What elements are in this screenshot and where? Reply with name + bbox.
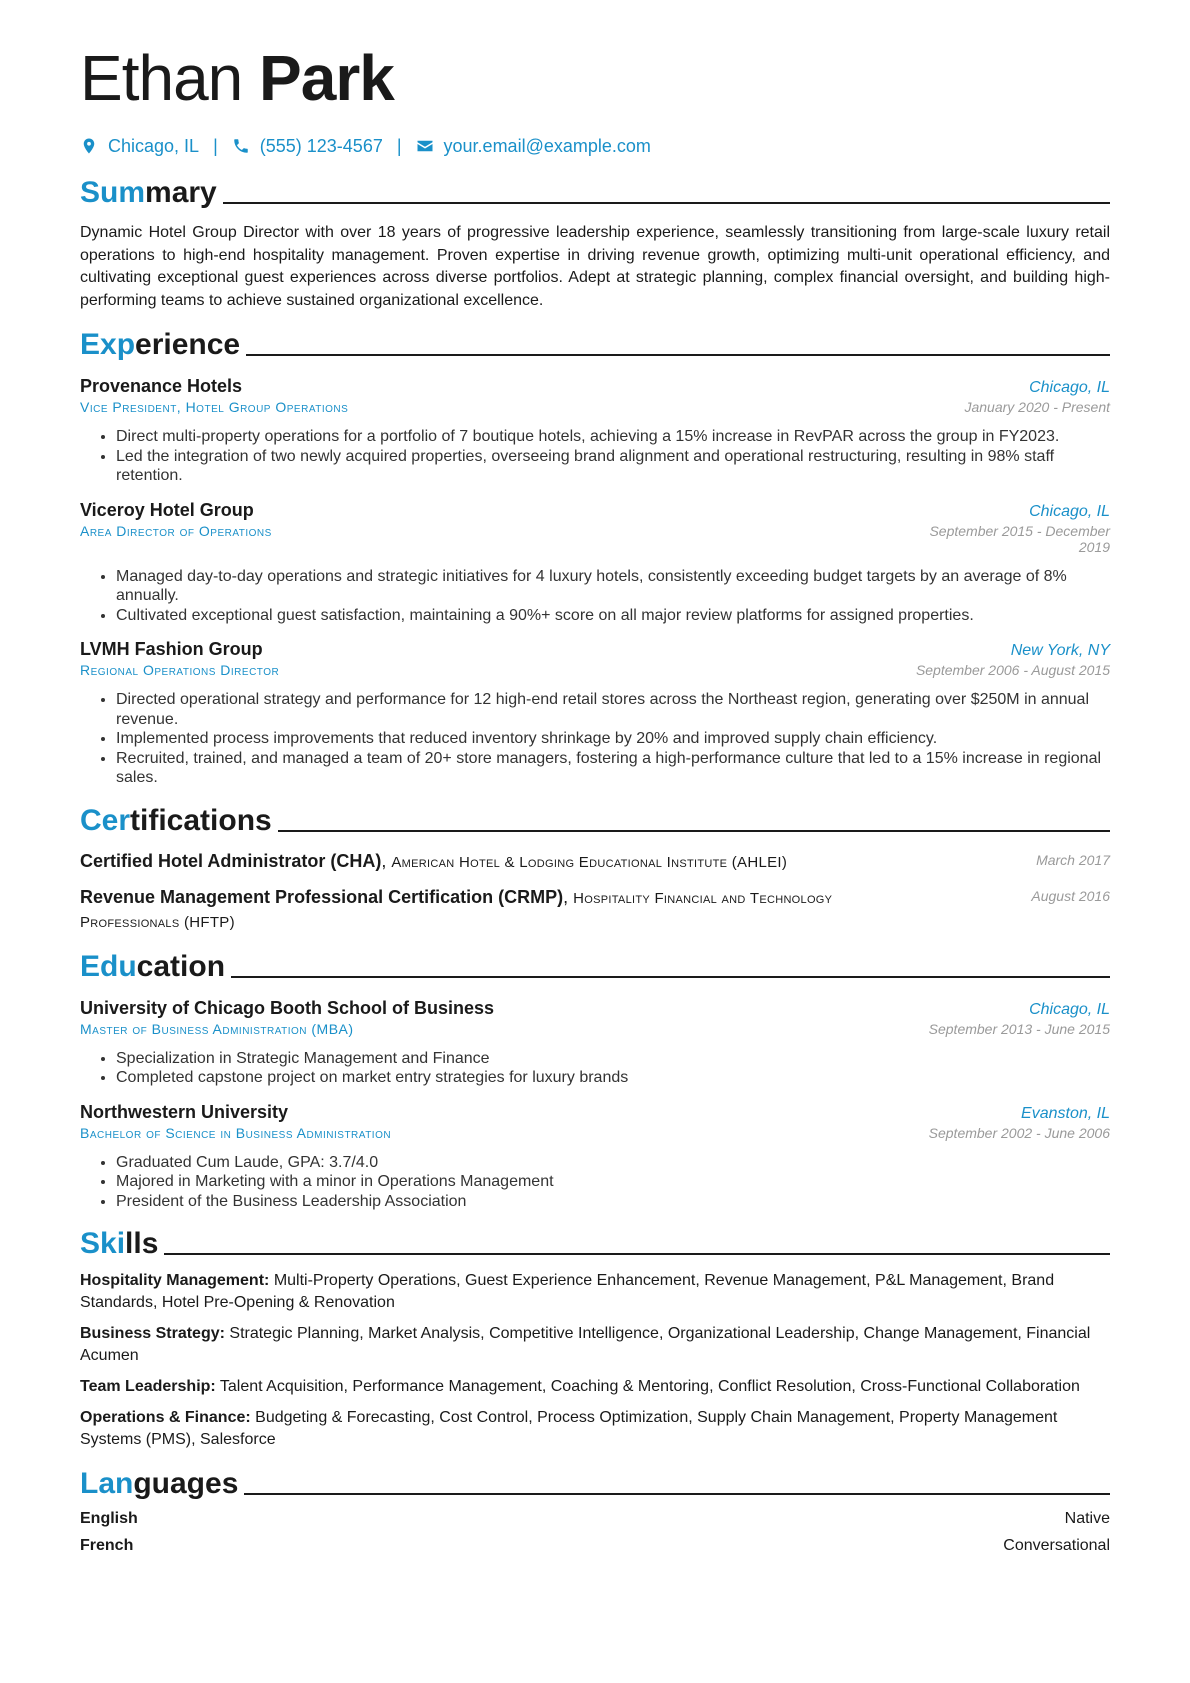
- contact-bar: [80, 132, 1110, 160]
- first-name: Ethan: [80, 42, 243, 114]
- skill-items: Strategic Planning, Market Analysis, Competitive Intelligence, Organizational Leadership, Change Management, Financial Acumen: [80, 1325, 1091, 1364]
- envelope-icon: [416, 137, 434, 155]
- certification-title: Revenue Management Professional Certification (CRMP): [80, 886, 564, 907]
- list-item: • Completed capstone project on market entry strategies for luxury brands: [116, 1068, 1110, 1088]
- skill-category: Team Leadership:: [80, 1378, 216, 1395]
- skill-items: Budgeting & Forecasting, Cost Control, Process Optimization, Supply Chain Management, Property Management Systems (PMS), Salesforce: [80, 1409, 1058, 1448]
- experience-entry: [80, 500, 1110, 626]
- entry-bullets: [80, 1049, 1110, 1088]
- certification-issuer: American Hotel & Lodging Educational Institute (AHLEI): [391, 853, 788, 871]
- certifications-heading: Certifications: [80, 798, 1110, 838]
- job-title: Area Director of Operations: [80, 522, 272, 539]
- employer-name: Viceroy Hotel Group: [80, 499, 254, 520]
- section-divider: [244, 1493, 1110, 1495]
- map-pin-icon: [80, 137, 98, 155]
- degree-title: Bachelor of Science in Business Administration: [80, 1124, 392, 1141]
- job-title: Vice President, Hotel Group Operations: [80, 399, 349, 415]
- last-name: Park: [259, 42, 394, 114]
- skill-category: Business Strategy:: [80, 1325, 225, 1342]
- contact-separator: |: [213, 135, 218, 156]
- language-row: [80, 1537, 1110, 1555]
- language-name: English: [80, 1510, 138, 1527]
- certification-date: March 2017: [1036, 851, 1110, 868]
- skill-items: Talent Acquisition, Performance Management, Coaching & Mentoring, Conflict Resolution, Cross-Functional Collaboration: [219, 1378, 1080, 1395]
- entry-bullets: [80, 1153, 1110, 1212]
- list-item: • Graduated Cum Laude, GPA: 3.7/4.0: [116, 1153, 1110, 1173]
- list-item: • Led the integration of two newly acquired properties, overseeing brand alignment and operational restructuring, resulting in 98% staff retention.: [116, 447, 1110, 486]
- entry-dates: September 2013 - June 2015: [928, 1020, 1110, 1037]
- experience-heading: Experience: [80, 322, 1110, 362]
- employer-name: Provenance Hotels: [80, 376, 243, 396]
- entry-location: Chicago, IL: [1029, 502, 1110, 520]
- entry-bullets: [80, 690, 1110, 788]
- phone-icon: [232, 137, 250, 155]
- section-divider: [278, 830, 1110, 832]
- entry-dates: September 2015 - December 2019: [929, 522, 1110, 555]
- skill-category: Operations & Finance:: [80, 1409, 251, 1426]
- degree-title: Master of Business Administration (MBA): [80, 1020, 354, 1037]
- certification-entry: Certified Hotel Administrator (CHA), American Hotel & Lodging Educational Institute (AHLEI) March 2017: [80, 850, 1110, 871]
- skill-group: [80, 1407, 1110, 1451]
- entry-dates: September 2002 - June 2006: [928, 1124, 1110, 1141]
- languages-heading: Languages: [80, 1461, 1110, 1501]
- summary-heading: Summary: [80, 170, 1110, 210]
- section-divider: [246, 354, 1110, 356]
- entry-location: Chicago, IL: [1029, 1000, 1110, 1018]
- section-divider: [231, 976, 1110, 978]
- email-link[interactable]: your.email@example.com: [443, 135, 651, 156]
- skill-group: [80, 1270, 1110, 1314]
- language-level: Conversational: [1003, 1537, 1110, 1554]
- list-item: • Cultivated exceptional guest satisfaction, maintaining a 90%+ score on all major review platforms for assigned properties.: [116, 606, 1110, 626]
- school-name: University of Chicago Booth School of Business: [80, 997, 495, 1018]
- summary-text: Dynamic Hotel Group Director with over 18 years of progressive leadership experience, seamlessly transitioning from large-scale luxury retail operations to high-end hospitality management. Proven expertise in driving revenue growth, optimizing multi-unit operational efficiency, and cultivating exceptional guest experiences across diverse portfolios. Adept at strategic planning, complex financial oversight, and building high-performing teams to achieve sustained organizational excellence.: [80, 224, 1110, 309]
- candidate-name: [80, 40, 1110, 116]
- skill-items: Multi-Property Operations, Guest Experience Enhancement, Revenue Management, P&L Management, Brand Standards, Hotel Pre-Opening & Renovation: [80, 1272, 1055, 1311]
- education-entry: [80, 998, 1110, 1088]
- entry-dates: January 2020 - Present: [964, 399, 1110, 415]
- entry-dates: September 2006 - August 2015: [915, 662, 1110, 678]
- list-item: • Managed day-to-day operations and strategic initiatives for 4 luxury hotels, consistently exceeding budget targets by an average of 8% annually.: [116, 567, 1110, 606]
- section-divider: [223, 202, 1110, 204]
- list-item: • Specialization in Strategic Management and Finance: [116, 1049, 1110, 1069]
- language-level: Native: [1064, 1510, 1110, 1527]
- school-name: Northwestern University: [80, 1101, 289, 1122]
- contact-email[interactable]: [416, 136, 651, 157]
- skills-heading: Skills: [80, 1221, 1110, 1261]
- contact-separator: |: [396, 135, 402, 156]
- certification-date: August 2016: [1031, 887, 1110, 904]
- skill-group: [80, 1323, 1110, 1367]
- experience-entry: [80, 639, 1110, 788]
- certification-title: Certified Hotel Administrator (CHA): [80, 850, 382, 871]
- language-name: French: [80, 1537, 134, 1554]
- list-item: • President of the Business Leadership Association: [116, 1192, 1110, 1212]
- contact-phone[interactable]: [232, 136, 383, 157]
- entry-bullets: [80, 427, 1110, 486]
- job-title: Regional Operations Director: [80, 662, 280, 678]
- education-entry: [80, 1102, 1110, 1212]
- list-item: • Implemented process improvements that reduced inventory shrinkage by 20% and improved supply chain efficiency.: [116, 729, 1110, 749]
- employer-name: LVMH Fashion Group: [80, 639, 263, 659]
- entry-location: New York, NY: [1010, 642, 1110, 659]
- list-item: • Directed operational strategy and performance for 12 high-end retail stores across the Northeast region, generating over $250M in annual revenue.: [116, 690, 1110, 729]
- experience-entry: [80, 376, 1110, 486]
- location-text: Chicago, IL: [108, 135, 200, 156]
- entry-location: Evanston, IL: [1021, 1104, 1110, 1122]
- list-item: • Majored in Marketing with a minor in Operations Management: [116, 1172, 1110, 1192]
- list-item: • Direct multi-property operations for a portfolio of 7 boutique hotels, achieving a 15% increase in RevPAR across the group in FY2023.: [116, 427, 1110, 447]
- entry-location: Chicago, IL: [1029, 379, 1110, 396]
- education-heading: Education: [80, 944, 1110, 984]
- contact-location: [80, 136, 199, 157]
- section-divider: [164, 1253, 1110, 1255]
- certification-issuer: Hospitality Financial and Technology Professionals (HFTP): [80, 889, 833, 931]
- skill-group: [80, 1376, 1110, 1398]
- language-row: [80, 1510, 1110, 1528]
- entry-bullets: [80, 567, 1110, 626]
- skill-category: Hospitality Management:: [80, 1272, 270, 1289]
- certification-entry: Revenue Management Professional Certification (CRMP), Hospitality Financial and Technology Professionals (HFTP) August 2016: [80, 886, 1110, 931]
- phone-text: (555) 123-4567: [259, 135, 383, 156]
- list-item: • Recruited, trained, and managed a team of 20+ store managers, fostering a high-performance culture that led to a 15% increase in regional sales.: [116, 749, 1110, 788]
